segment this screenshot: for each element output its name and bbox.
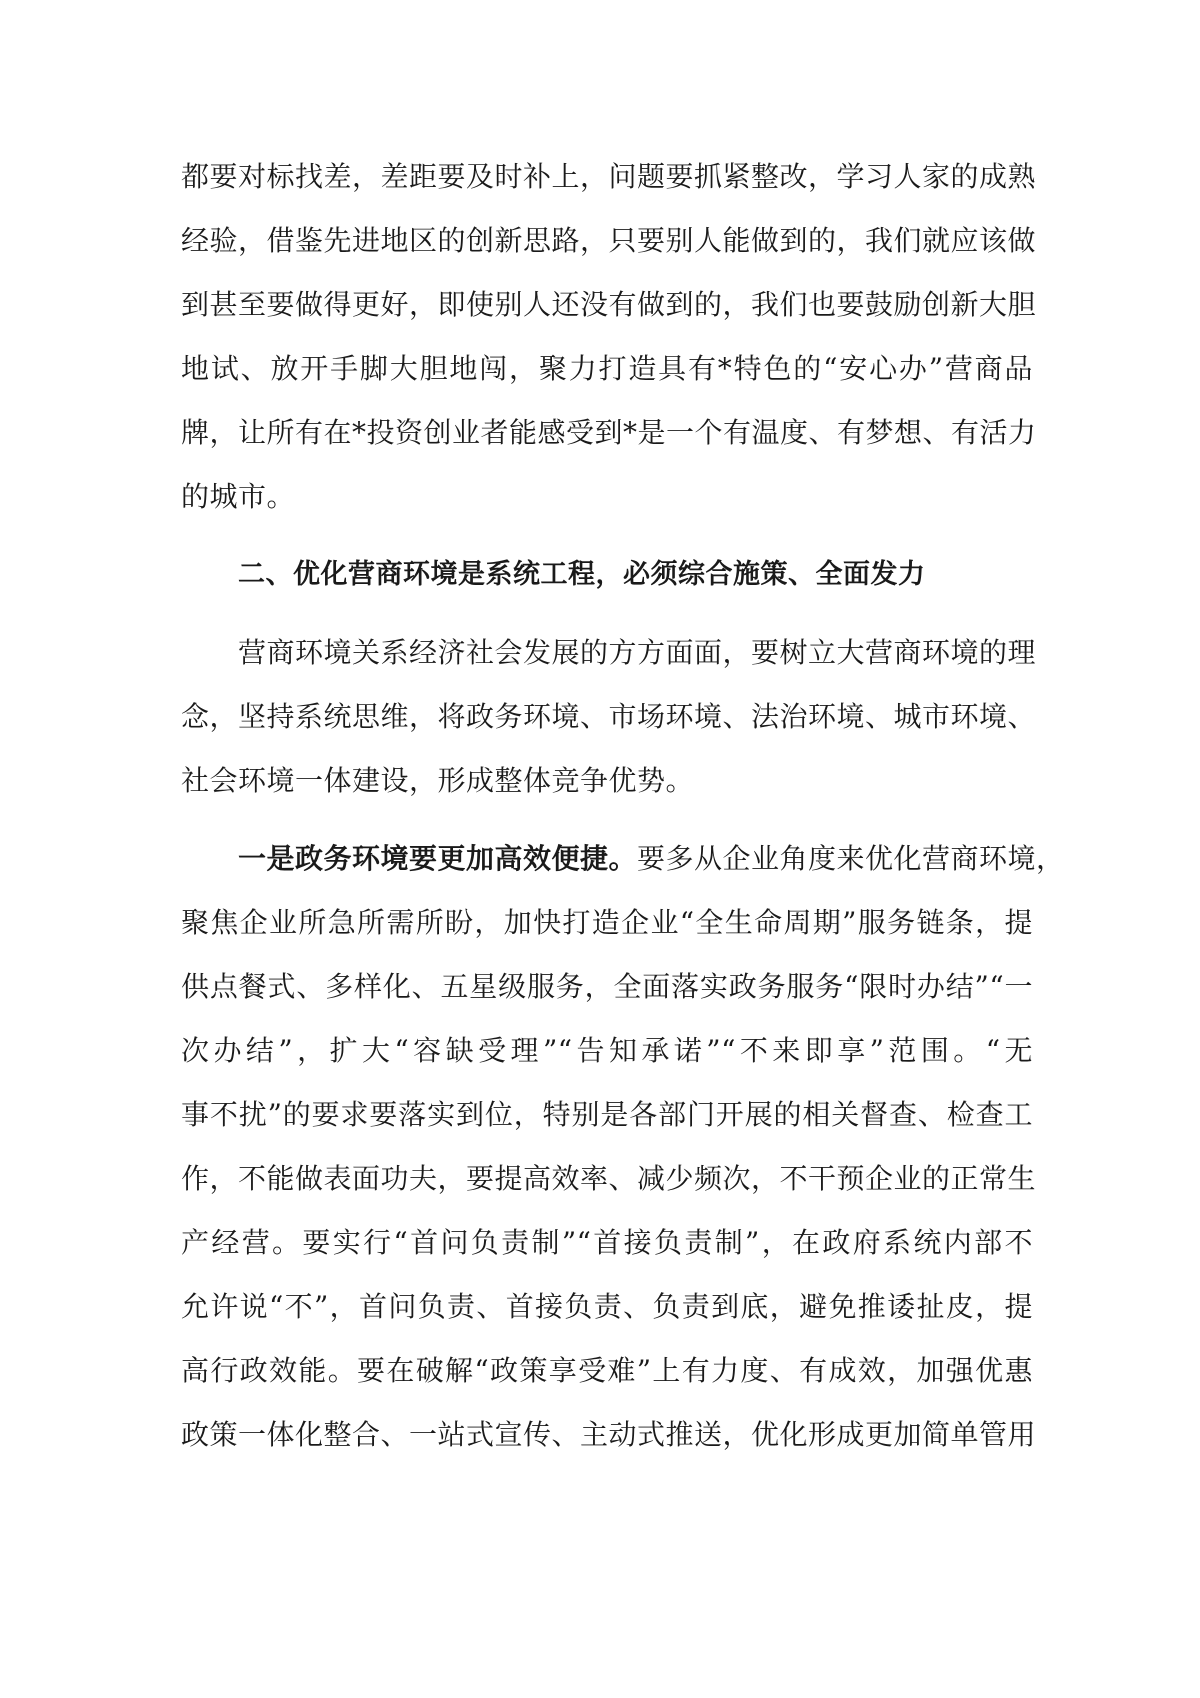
- paragraph-line: 牌，让所有在*投资创业者能感受到*是一个有温度、有梦想、有活力: [181, 416, 1037, 449]
- paragraph-line: 次办结”，扩大“容缺受理”“告知承诺”“不来即享”范围。“无: [181, 1034, 1033, 1067]
- paragraph-lead-line: [181, 827, 1065, 891]
- spacer: [181, 607, 1033, 621]
- paragraph-line: 到甚至要做得更好，即使别人还没有做到的，我们也要鼓励创新大胆: [181, 288, 1037, 321]
- lead-rest-text: 要多从企业角度来优化营商环境，: [637, 842, 1065, 875]
- paragraph-line: 作，不能做表面功夫，要提高效率、减少频次，不干预企业的正常生: [181, 1162, 1037, 1195]
- paragraph-line: 高行政效能。要在破解“政策享受难”上有力度、有成效，加强优惠: [181, 1354, 1033, 1387]
- spacer: [181, 529, 1033, 543]
- paragraph-line: 产经营。要实行“首问负责制”“首接负责制”，在政府系统内部不: [181, 1226, 1033, 1259]
- paragraph-line: 政策一体化整合、一站式宣传、主动式推送，优化形成更加简单管用: [181, 1418, 1037, 1451]
- paragraph-line: 经验，借鉴先进地区的创新思路，只要别人能做到的，我们就应该做: [181, 224, 1037, 257]
- section-heading: 二、优化营商环境是系统工程，必须综合施策、全面发力: [238, 559, 926, 590]
- document-body: [181, 145, 1065, 1467]
- paragraph-line: 营商环境关系经济社会发展的方方面面，要树立大营商环境的理: [238, 636, 1037, 669]
- paragraph-line: 社会环境一体建设，形成整体竞争优势。: [181, 764, 695, 797]
- spacer: [181, 813, 1033, 827]
- paragraph-line: 的城市。: [181, 480, 296, 513]
- paragraph-line: 事不扰”的要求要落实到位，特别是各部门开展的相关督查、检查工: [181, 1098, 1033, 1131]
- paragraph-line: 供点餐式、多样化、五星级服务，全面落实政务服务“限时办结”“一: [181, 970, 1033, 1003]
- paragraph-line: 地试、放开手脚大胆地闯，聚力打造具有*特色的“安心办”营商品: [181, 352, 1033, 385]
- paragraph-line: 都要对标找差，差距要及时补上，问题要抓紧整改，学习人家的成熟: [181, 160, 1037, 193]
- lead-bold-text: 一是政务环境要更加高效便捷。: [238, 842, 638, 875]
- paragraph-line: 允许说“不”，首问负责、首接负责、负责到底，避免推诿扯皮，提: [181, 1290, 1033, 1323]
- paragraph-line: 念，坚持系统思维，将政务环境、市场环境、法治环境、城市环境、: [181, 700, 1037, 733]
- paragraph-line: 聚焦企业所急所需所盼，加快打造企业“全生命周期”服务链条，提: [181, 906, 1033, 939]
